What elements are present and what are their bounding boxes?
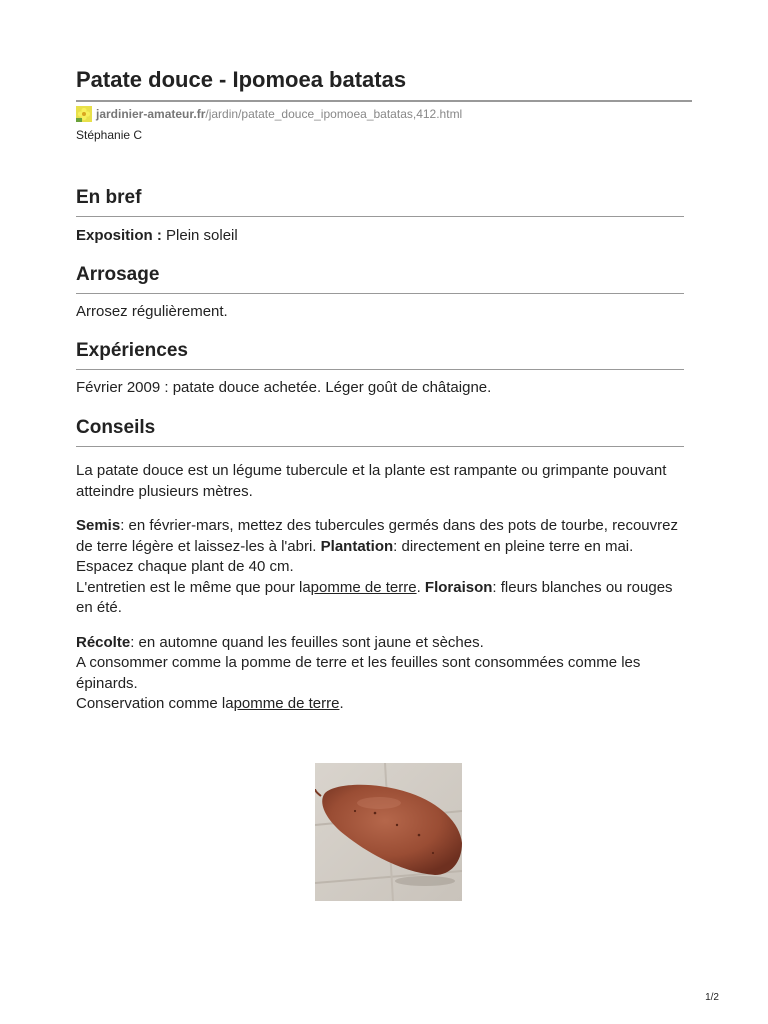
plantation-label: Plantation bbox=[320, 537, 394, 555]
recolte-paragraph bbox=[76, 633, 684, 715]
section-divider bbox=[76, 446, 684, 447]
page-number: 1/2 bbox=[705, 992, 719, 1003]
source-domain[interactable]: jardinier-amateur.fr bbox=[96, 107, 206, 121]
conseils-intro: La patate douce est un légume tubercule et la plante est rampante ou grimpante pouvant atteindre plusieurs mètres. bbox=[76, 462, 667, 500]
conservation-suffix: . bbox=[339, 695, 344, 712]
section-divider bbox=[76, 293, 684, 294]
espacez-text: Espacez chaque plant de 40 cm. bbox=[76, 558, 294, 575]
section-heading: En bref bbox=[76, 187, 142, 208]
section-heading: Conseils bbox=[76, 417, 156, 438]
arrosage-text: Arrosez régulièrement. bbox=[76, 303, 228, 320]
pomme-de-terre-link[interactable]: pomme de terre bbox=[310, 578, 417, 596]
section-conseils bbox=[76, 417, 684, 715]
source-path[interactable]: /jardin/patate_douce_ipomoea_batatas,412.html bbox=[205, 107, 463, 121]
section-arrosage bbox=[76, 264, 684, 323]
recolte-text: : en automne quand les feuilles sont jaune et sèches. bbox=[130, 633, 484, 651]
floraison-text: : fleurs blanches ou rouges en été. bbox=[76, 578, 673, 616]
page-title: Patate douce - Ipomoea batatas bbox=[76, 67, 407, 92]
exposition-label: Exposition : bbox=[76, 227, 162, 244]
semis-text: : en février-mars, mettez des tubercules germés dans des pots de tourbe, recouvrez de terre légère et laissez-les à l'abri. bbox=[76, 517, 678, 555]
exposition-paragraph bbox=[76, 226, 684, 247]
section-divider bbox=[76, 216, 684, 217]
pomme-de-terre-link[interactable]: pomme de terre bbox=[233, 695, 340, 712]
section-divider bbox=[76, 369, 684, 370]
title-divider bbox=[76, 100, 692, 102]
floraison-label: Floraison bbox=[424, 578, 493, 596]
section-experiences bbox=[76, 340, 684, 399]
section-heading: Arrosage bbox=[76, 264, 160, 285]
entretien-prefix: L'entretien est le même que pour la bbox=[76, 578, 311, 596]
recolte-label: Récolte bbox=[76, 633, 131, 651]
experiences-text: Février 2009 : patate douce achetée. Léger goût de châtaigne. bbox=[76, 379, 492, 396]
sweet-potato-image bbox=[315, 763, 462, 901]
conservation-prefix: Conservation comme la bbox=[76, 695, 234, 712]
exposition-value: Plein soleil bbox=[161, 227, 238, 244]
author-name: Stéphanie C bbox=[76, 128, 143, 142]
flower-icon bbox=[76, 106, 92, 122]
plantation-text: : directement en pleine terre en mai. bbox=[393, 537, 634, 555]
document-page bbox=[76, 0, 692, 712]
entretien-suffix: . bbox=[416, 578, 425, 596]
section-heading: Expériences bbox=[76, 340, 188, 361]
source-line bbox=[76, 106, 692, 122]
semis-label: Semis bbox=[76, 517, 121, 534]
semis-paragraph bbox=[76, 516, 684, 619]
consommer-text: A consommer comme la pomme de terre et les feuilles sont consommées comme les épinards. bbox=[76, 654, 641, 692]
section-en-bref bbox=[76, 187, 684, 247]
